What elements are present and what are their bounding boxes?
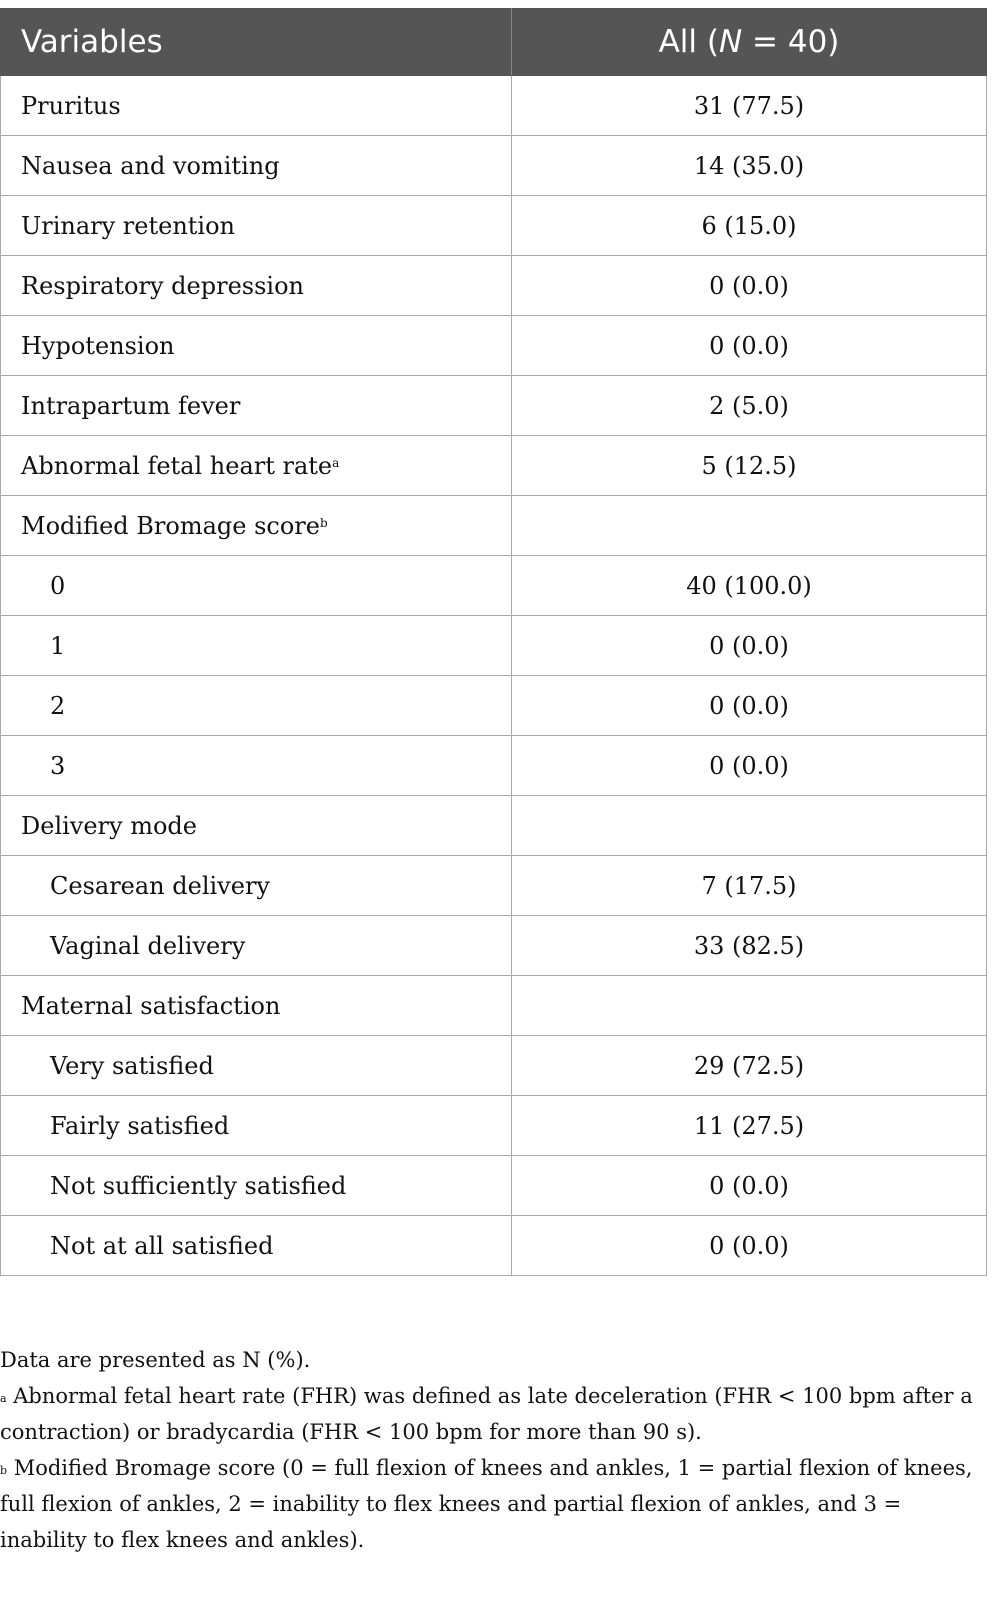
row-label-cell (1, 196, 512, 256)
row-footnote-mark: b (319, 515, 328, 530)
table-header (1, 9, 987, 76)
row-label-cell (1, 1096, 512, 1156)
table-row (1, 1036, 987, 1096)
row-value (512, 796, 987, 856)
table-row (1, 76, 987, 136)
row-label-cell (1, 556, 512, 616)
row-label: Hypotension (21, 331, 175, 360)
row-label: Delivery mode (21, 811, 197, 840)
row-label: 3 (50, 751, 66, 780)
row-label: Pruritus (21, 91, 121, 120)
row-value: 0 (0.0) (512, 1156, 987, 1216)
row-value: 14 (35.0) (512, 136, 987, 196)
table-row (1, 856, 987, 916)
row-label: Respiratory depression (21, 271, 304, 300)
row-label-cell (1, 976, 512, 1036)
row-value: 0 (0.0) (512, 736, 987, 796)
table-row (1, 676, 987, 736)
table-row (1, 796, 987, 856)
row-label: 0 (50, 571, 66, 600)
table-row (1, 976, 987, 1036)
row-label: Maternal satisfaction (21, 991, 281, 1020)
table-row (1, 136, 987, 196)
table-notes (0, 1342, 990, 1558)
header-row (1, 9, 987, 76)
table-row (1, 616, 987, 676)
row-label: Cesarean delivery (50, 871, 270, 900)
row-label-cell (1, 376, 512, 436)
row-label: Vaginal delivery (50, 931, 246, 960)
row-label-cell (1, 496, 512, 556)
row-label-cell (1, 256, 512, 316)
row-label-cell (1, 856, 512, 916)
row-value: 40 (100.0) (512, 556, 987, 616)
row-value: 33 (82.5) (512, 916, 987, 976)
row-label: Very satisfied (50, 1051, 214, 1080)
table-row (1, 196, 987, 256)
footnote-b-mark: b (0, 1464, 8, 1477)
row-label: 2 (50, 691, 66, 720)
row-label: Fairly satisfied (50, 1111, 230, 1140)
footnote-a-mark: a (0, 1392, 7, 1405)
header-all (512, 9, 987, 76)
table-row (1, 256, 987, 316)
row-label-cell (1, 736, 512, 796)
row-label-cell (1, 1156, 512, 1216)
header-variables: Variables (1, 9, 512, 76)
row-label: Intrapartum fever (21, 391, 241, 420)
row-label: Not sufficiently satisfied (50, 1171, 347, 1200)
row-label-cell (1, 316, 512, 376)
row-value: 5 (12.5) (512, 436, 987, 496)
table-row (1, 1216, 987, 1276)
row-value (512, 976, 987, 1036)
row-label: Modified Bromage score (21, 511, 320, 540)
table-row (1, 736, 987, 796)
footnote-a-text: Abnormal fetal heart rate (FHR) was defined as late deceleration (FHR < 100 bpm after a contraction) or bradycardia (FHR < 100 bpm for more than 90 s). (0, 1384, 973, 1444)
header-all-prefix: All ( (658, 24, 719, 60)
row-label: Abnormal fetal heart rate (21, 451, 333, 480)
row-value: 0 (0.0) (512, 616, 987, 676)
table-row (1, 556, 987, 616)
row-label: Nausea and vomiting (21, 151, 280, 180)
note-data-presented: Data are presented as N (%). (0, 1348, 311, 1372)
row-value: 11 (27.5) (512, 1096, 987, 1156)
row-label: 1 (50, 631, 66, 660)
row-value: 0 (0.0) (512, 316, 987, 376)
row-value: 7 (17.5) (512, 856, 987, 916)
row-value (512, 496, 987, 556)
row-value: 2 (5.0) (512, 376, 987, 436)
row-label: Urinary retention (21, 211, 236, 240)
row-label-cell (1, 916, 512, 976)
row-label-cell (1, 616, 512, 676)
table-row (1, 496, 987, 556)
row-value: 0 (0.0) (512, 676, 987, 736)
header-all-n: N (718, 24, 743, 60)
row-label-cell (1, 76, 512, 136)
table-body (1, 76, 987, 1276)
footnote-a (0, 1378, 990, 1450)
row-label-cell (1, 1036, 512, 1096)
row-label: Not at all satisfied (50, 1231, 274, 1260)
row-value: 31 (77.5) (512, 76, 987, 136)
table-row (1, 436, 987, 496)
table-row (1, 316, 987, 376)
footnote-b (0, 1450, 990, 1558)
row-value: 0 (0.0) (512, 256, 987, 316)
row-value: 6 (15.0) (512, 196, 987, 256)
row-label-cell (1, 136, 512, 196)
row-label-cell (1, 436, 512, 496)
row-label-cell (1, 796, 512, 856)
row-label-cell (1, 1216, 512, 1276)
table-row (1, 376, 987, 436)
row-value: 29 (72.5) (512, 1036, 987, 1096)
table-row (1, 1156, 987, 1216)
row-value: 0 (0.0) (512, 1216, 987, 1276)
table-row (1, 916, 987, 976)
footnote-b-text: Modified Bromage score (0 = full flexion of knees and ankles, 1 = partial flexion of knees, full flexion of ankles, 2 = inability to flex knees and partial flexion of ankles, and 3 = inability to flex knees and ankles). (0, 1456, 973, 1552)
row-label-cell (1, 676, 512, 736)
results-table (0, 8, 987, 1276)
table-row (1, 1096, 987, 1156)
header-all-suffix: = 40) (742, 24, 840, 60)
row-footnote-mark: a (332, 455, 340, 470)
